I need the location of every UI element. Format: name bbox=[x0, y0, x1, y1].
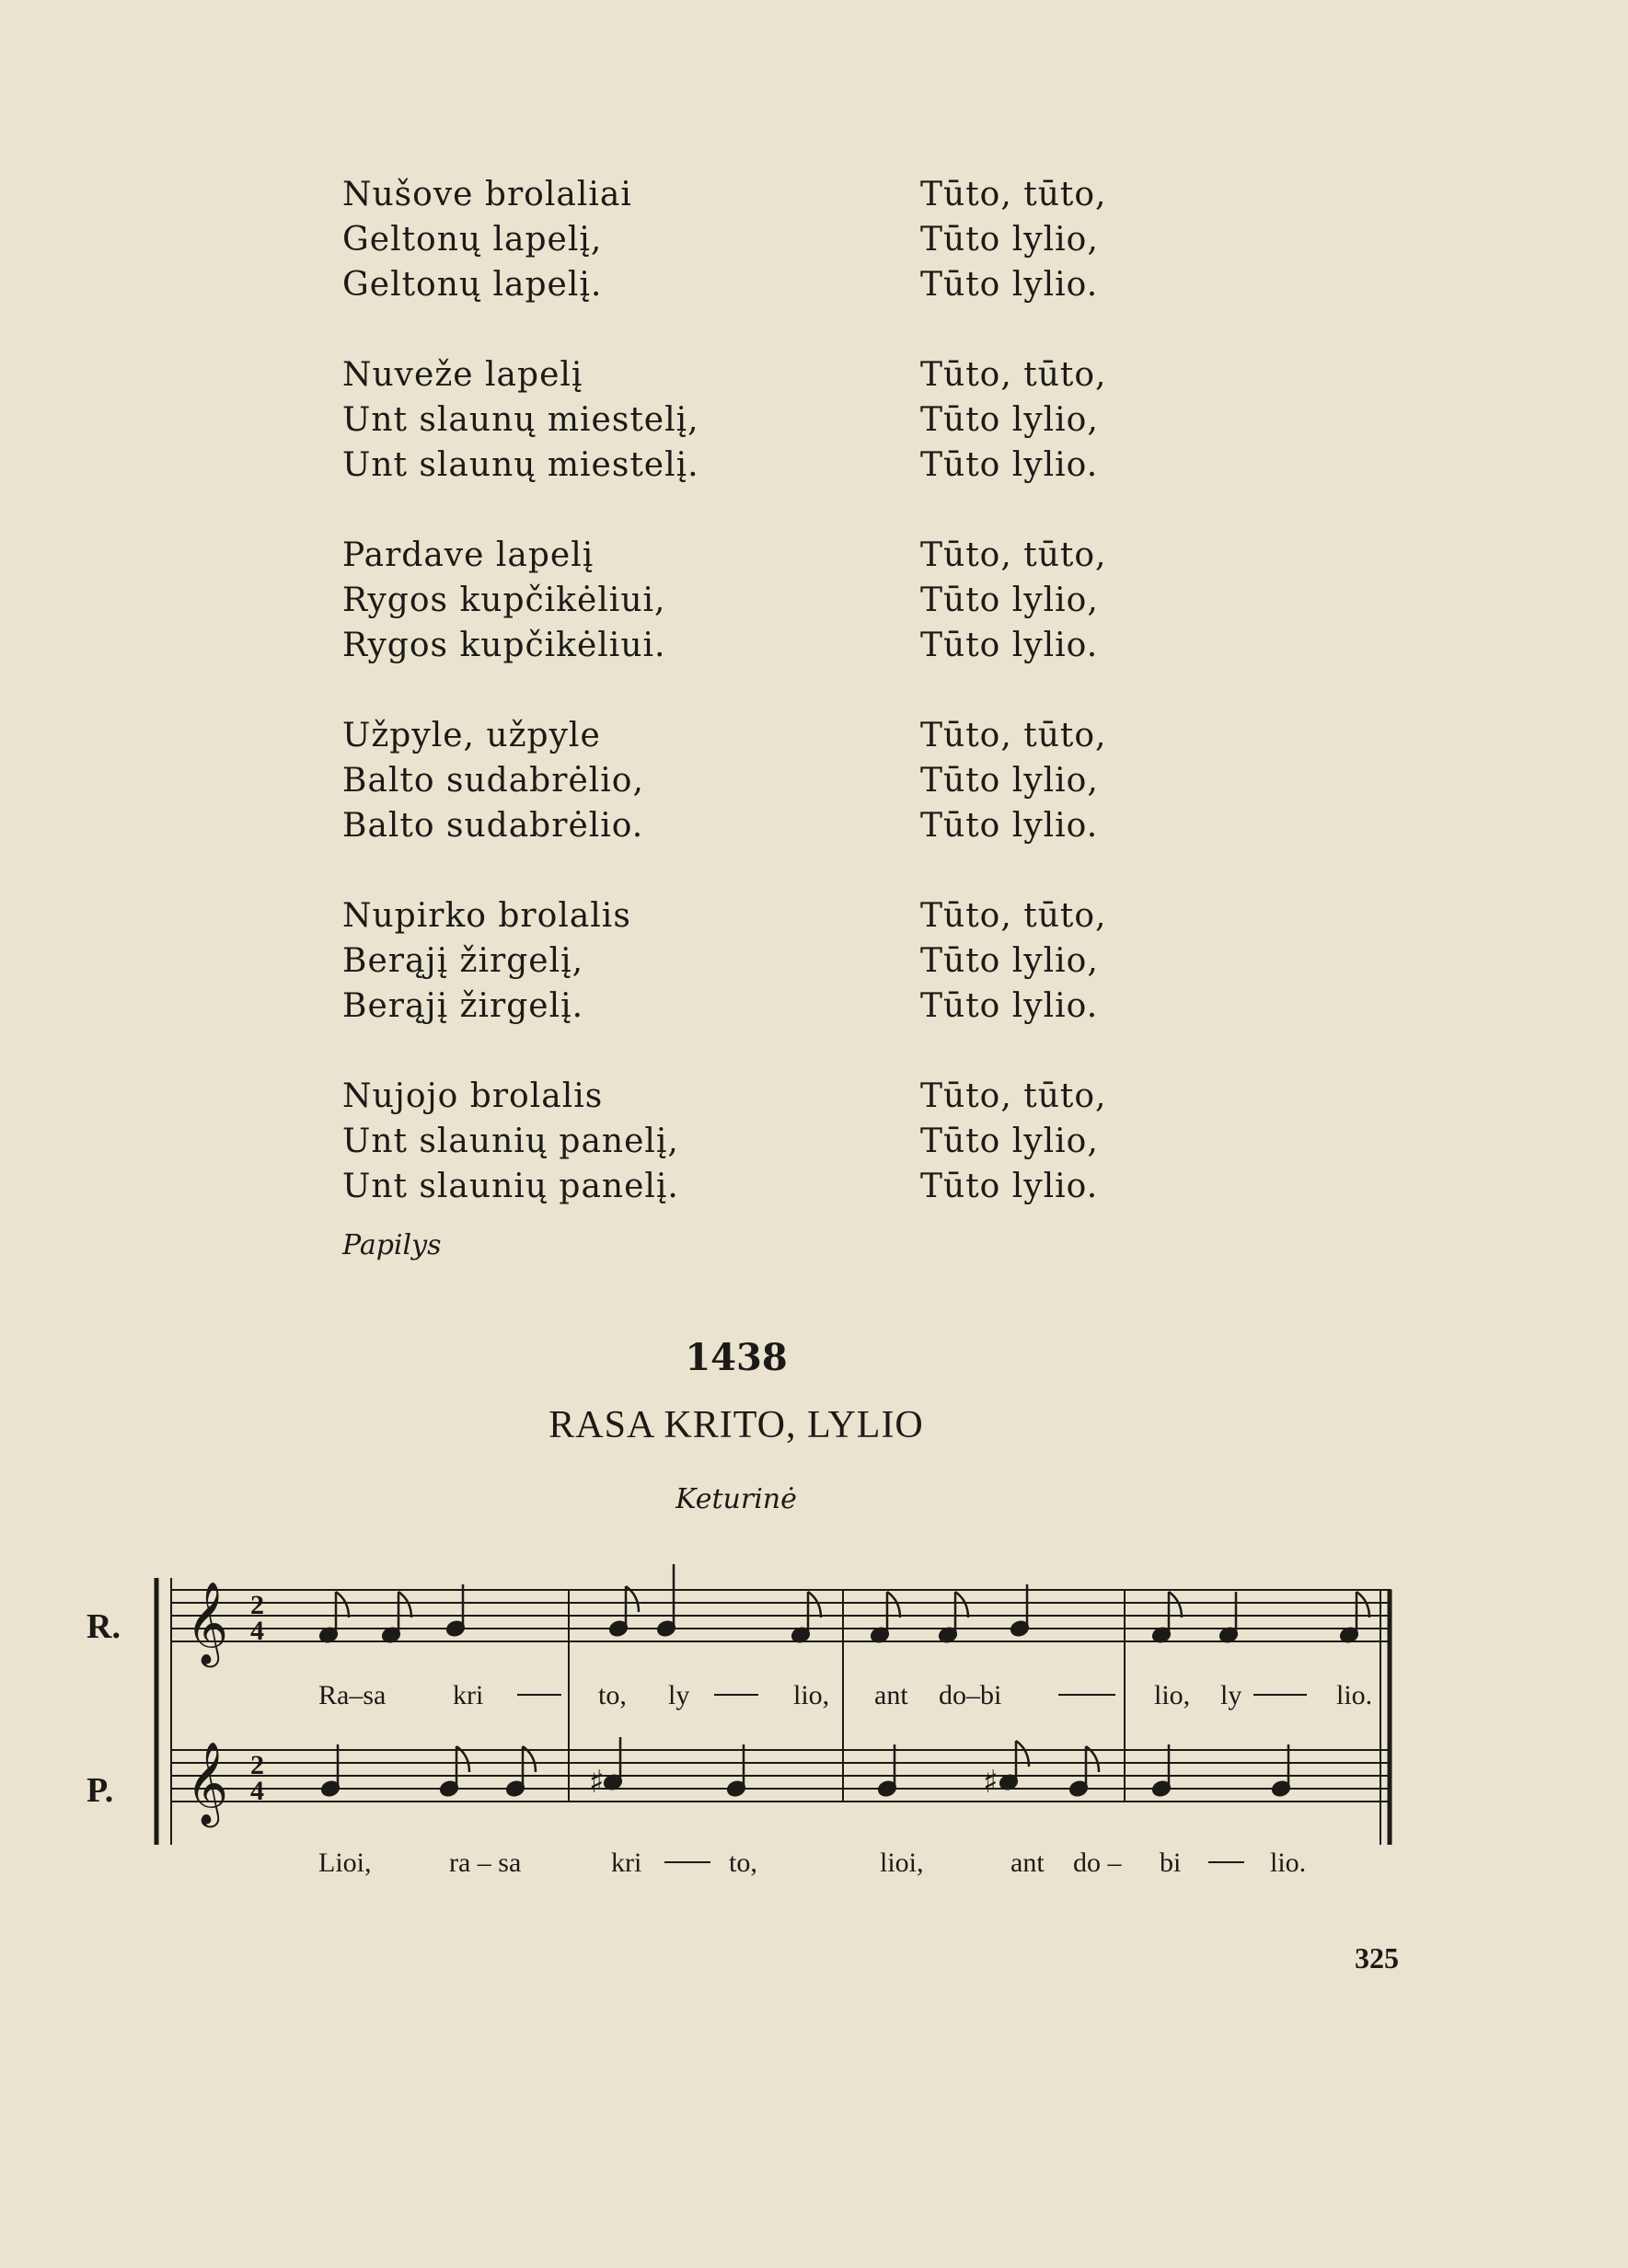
eighth-note bbox=[505, 1746, 536, 1798]
refrain-line: Tūto lylio, bbox=[920, 762, 1099, 800]
verse-line: Berąjį žirgelį, bbox=[342, 942, 584, 980]
staff-p bbox=[171, 1750, 1391, 1802]
page-number: 325 bbox=[1355, 1941, 1399, 1974]
quarter-note bbox=[726, 1744, 746, 1798]
verse-line: Rygos kupčikėliui. bbox=[342, 627, 666, 664]
refrain-line: Tūto, tūto, bbox=[920, 356, 1107, 394]
verse-line: Nušove brolaliai bbox=[342, 176, 632, 213]
quarter-note bbox=[1218, 1592, 1239, 1644]
quarter-note bbox=[320, 1744, 341, 1798]
lyric-syllable: ly bbox=[668, 1680, 690, 1710]
verse-line: Pardave lapelį bbox=[342, 536, 595, 574]
quarter-note bbox=[656, 1564, 676, 1638]
refrain-line: Tūto lylio. bbox=[920, 1168, 1099, 1205]
lyric-syllable: Lioi, bbox=[318, 1848, 372, 1878]
eighth-note bbox=[1339, 1592, 1369, 1644]
refrain-line: Tūto, tūto, bbox=[920, 717, 1107, 754]
eighth-note bbox=[870, 1592, 900, 1644]
refrain-line: Tūto, tūto, bbox=[920, 176, 1107, 213]
treble-clef-icon: 𝄞 bbox=[186, 1742, 229, 1825]
voice-label-r: R. bbox=[87, 1607, 121, 1646]
time-sig-top: 2 bbox=[250, 1590, 264, 1620]
eighth-note bbox=[381, 1592, 411, 1644]
eighth-note bbox=[608, 1586, 639, 1638]
verse-line: Geltonų lapelį. bbox=[342, 266, 603, 304]
refrain-line: Tūto lylio, bbox=[920, 1122, 1099, 1160]
song-subtitle: Keturinė bbox=[675, 1483, 797, 1515]
voice-label-p: P. bbox=[87, 1771, 114, 1810]
refrain-line: Tūto, tūto, bbox=[920, 1077, 1107, 1115]
eighth-note bbox=[1068, 1746, 1099, 1798]
lyric-syllable: Ra–sa bbox=[318, 1680, 387, 1710]
verse-line: Unt slaunių panelį, bbox=[342, 1122, 679, 1160]
lyric-syllable: ly bbox=[1220, 1680, 1242, 1710]
refrain-line: Tūto lylio. bbox=[920, 807, 1099, 845]
lyric-syllable: to, bbox=[729, 1848, 757, 1878]
quarter-note bbox=[445, 1584, 466, 1638]
refrain-line: Tūto lylio, bbox=[920, 942, 1099, 980]
quarter-note bbox=[877, 1744, 897, 1798]
eighth-note bbox=[1151, 1592, 1182, 1644]
sharp-icon: ♯ bbox=[983, 1764, 999, 1801]
verse-line: Balto sudabrėlio. bbox=[342, 807, 644, 845]
lyric-syllable: lio. bbox=[1336, 1680, 1373, 1710]
eighth-note bbox=[791, 1592, 821, 1644]
eighth-note bbox=[318, 1592, 349, 1644]
lyric-syllable: to, bbox=[598, 1680, 627, 1710]
verse-line: Balto sudabrėlio, bbox=[342, 762, 644, 800]
sharp-icon: ♯ bbox=[589, 1764, 605, 1801]
refrain-line: Tūto lylio, bbox=[920, 221, 1099, 259]
lyric-syllable: do–bi bbox=[939, 1680, 1002, 1710]
lyric-syllable: ant bbox=[874, 1680, 908, 1710]
quarter-note bbox=[603, 1737, 623, 1791]
refrain-line: Tūto lylio. bbox=[920, 446, 1099, 484]
song-title: RASA KRITO, LYLIO bbox=[548, 1404, 924, 1446]
eighth-note bbox=[439, 1746, 469, 1798]
quarter-note bbox=[1151, 1744, 1172, 1798]
lyric-syllable: kri bbox=[611, 1848, 642, 1878]
treble-clef-icon: 𝄞 bbox=[186, 1582, 229, 1664]
lyric-syllable: ra – sa bbox=[449, 1848, 522, 1878]
verse-line: Rygos kupčikėliui, bbox=[342, 581, 666, 619]
lyric-syllable: lio, bbox=[1154, 1680, 1191, 1710]
verse-line: Užpyle, užpyle bbox=[342, 717, 601, 754]
refrain-line: Tūto, tūto, bbox=[920, 536, 1107, 574]
verse-line: Geltonų lapelį, bbox=[342, 221, 603, 259]
refrain-line: Tūto lylio. bbox=[920, 987, 1099, 1025]
refrain-line: Tūto, tūto, bbox=[920, 897, 1107, 935]
staff-r bbox=[171, 1590, 1391, 1641]
time-sig-bottom: 4 bbox=[250, 1616, 264, 1646]
refrain-line: Tūto lylio. bbox=[920, 266, 1099, 304]
time-sig-bottom: 4 bbox=[250, 1776, 264, 1806]
refrain-line: Tūto lylio, bbox=[920, 581, 1099, 619]
eighth-note bbox=[999, 1741, 1029, 1791]
quarter-note bbox=[1010, 1584, 1030, 1638]
verse-line: Nupirko brolalis bbox=[342, 897, 631, 935]
lyric-syllable: do – bbox=[1073, 1848, 1122, 1878]
refrain-line: Tūto lylio, bbox=[920, 401, 1099, 439]
time-sig-top: 2 bbox=[250, 1750, 264, 1780]
lyric-syllable: kri bbox=[453, 1680, 484, 1710]
refrain-line: Tūto lylio. bbox=[920, 627, 1099, 664]
verse-line: Unt slaunų miestelį. bbox=[342, 446, 699, 484]
eighth-note bbox=[938, 1592, 968, 1644]
source-location: Papilys bbox=[342, 1229, 442, 1261]
verse-line: Berąjį žirgelį. bbox=[342, 987, 584, 1025]
verse-line: Unt slaunių panelį. bbox=[342, 1168, 679, 1205]
verse-line: Unt slaunų miestelį, bbox=[342, 401, 699, 439]
lyric-syllable: lioi, bbox=[880, 1848, 924, 1878]
lyric-extenders bbox=[517, 1695, 1307, 1862]
verse-line: Nuveže lapelį bbox=[342, 356, 583, 394]
lyric-syllable: bi bbox=[1160, 1848, 1182, 1878]
verse-line: Nujojo brolalis bbox=[342, 1077, 604, 1115]
lyric-syllable: lio, bbox=[793, 1680, 830, 1710]
lyric-syllable: lio. bbox=[1270, 1848, 1307, 1878]
song-number: 1438 bbox=[685, 1336, 788, 1379]
lyric-syllable: ant bbox=[1010, 1848, 1045, 1878]
quarter-note bbox=[1271, 1744, 1291, 1798]
